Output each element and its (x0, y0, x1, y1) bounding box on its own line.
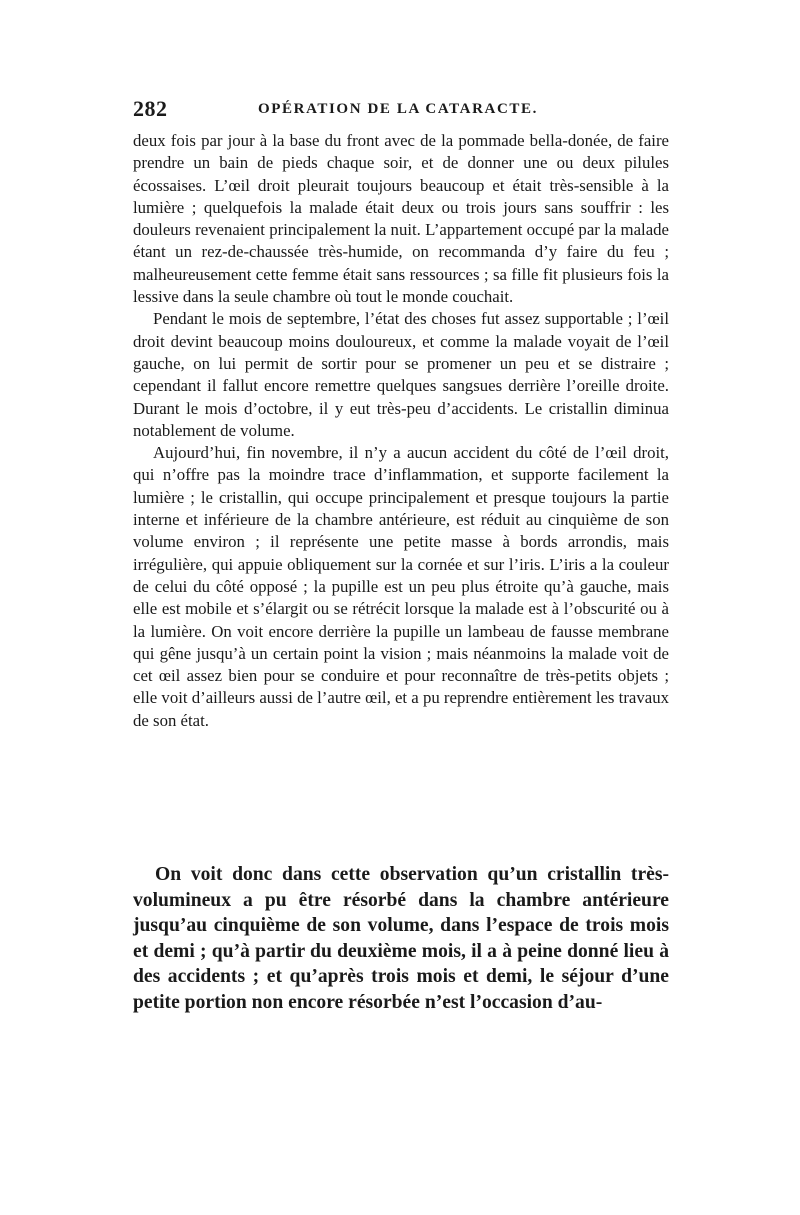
conclusion-block (133, 862, 669, 1016)
page-header (133, 96, 678, 126)
paragraph-conclusion: On voit donc dans cette observation qu’un cristallin très-volumineux a pu être résorbé dans la chambre antérieure jusqu’au cinquième de son volume, dans l’espace de trois mois et demi ; qu’à partir du deuxième mois, il a à peine donné lieu à des accidents ; et qu’après trois mois et demi, le séjour d’une petite portion non encore résorbée n’est l’occasion d’au- (133, 864, 669, 1013)
paragraph-november: Aujourd’hui, fin novembre, il n’y a aucun accident du côté de l’œil droit, qui n’offre pas la moindre trace d’inflammation, et supporte facilement la lumière ; le cristallin, qui occupe principalement et presque toujours la partie interne et inférieure de la chambre antérieure, est réduit au cinquième de son volume environ ; il représente une petite masse à bords arrondis, mais irrégulière, qui appuie obliquement sur la cornée et sur l’iris. L’iris a la couleur de celui du côté opposé ; la pupille est un peu plus étroite qu’à gauche, mais elle est mobile et s’élargit ou se rétrécit lorsque la malade est à l’obscurité ou à la lumière. On voit encore derrière la pupille un lambeau de fausse membrane qui gêne jusqu’à un certain point la vision ; mais néanmoins la malade voit de cet œil assez bien pour se conduire et pour reconnaître de très-petits objets ; elle voit d’ailleurs aussi de l’autre œil, et a pu reprendre entièrement les travaux de son état. (133, 443, 669, 730)
paragraph-continuation: deux fois par jour à la base du front avec de la pommade bella-donée, de faire prendre un bain de pieds chaque soir, et de donner une ou deux pilules écossaises. L’œil droit pleurait toujours beaucoup et était très-sensible à la lumière ; quelquefois la malade était deux ou trois jours sans souffrir : les douleurs revenaient principalement la nuit. L’appartement occupé par la malade étant un rez-de-chaussée très-humide, on recommanda d’y faire du feu ; malheureusement cette femme était sans ressources ; sa fille fit plusieurs fois la lessive dans la seule chambre où tout le monde couchait. (133, 131, 669, 307)
page-number: 282 (133, 96, 168, 121)
paragraph-september: Pendant le mois de septembre, l’état des choses fut assez supportable ; l’œil droit devint beaucoup moins douloureux, et comme la malade voyait de l’œil gauche, on lui permit de sortir pour se promener un peu et se distraire ; cependant il fallut encore remettre quelques sangsues derrière l’oreille droite. Durant le mois d’octobre, il y eut très-peu d’accidents. Le cristallin diminua notablement de volume. (133, 309, 669, 440)
running-title: OPÉRATION DE LA CATARACTE. (258, 101, 538, 117)
body-text (133, 130, 669, 732)
